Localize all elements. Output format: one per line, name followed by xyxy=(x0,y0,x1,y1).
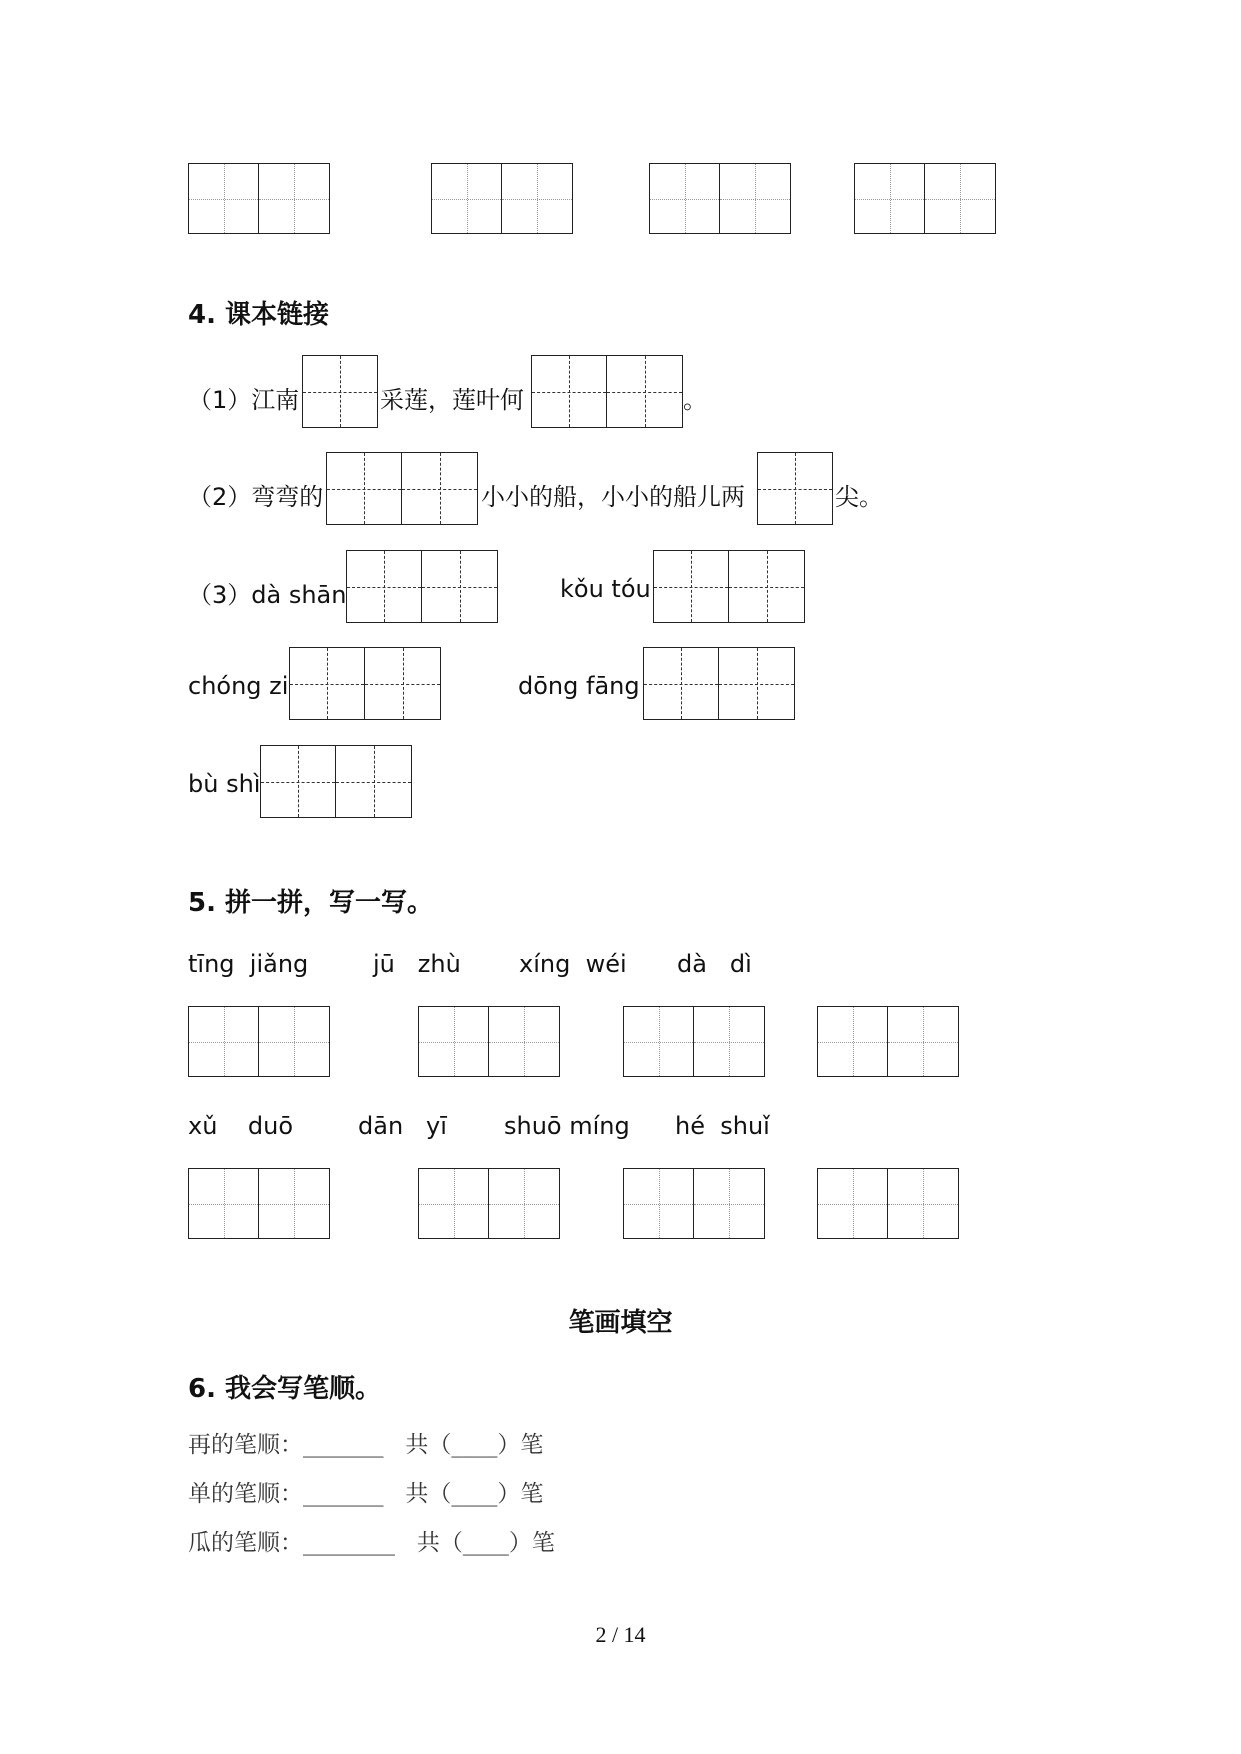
pinyin-label: jū zhù xyxy=(373,950,461,978)
answer-box[interactable] xyxy=(653,550,805,623)
answer-box[interactable] xyxy=(302,355,378,428)
answer-box[interactable] xyxy=(289,647,441,720)
section-title: 笔画填空 xyxy=(568,1308,673,1338)
pinyin-label: hé shuǐ xyxy=(675,1112,770,1140)
line3-prefix: （3）dà shān xyxy=(188,581,347,609)
line2-prefix: （2）弯弯的 xyxy=(188,483,324,511)
line1-prefix: （1）江南 xyxy=(188,386,300,414)
writing-box-pair[interactable] xyxy=(188,1006,330,1077)
answer-box[interactable] xyxy=(757,452,833,525)
stroke-order-line: 再的笔顺：_______ 共（____）笔 xyxy=(188,1432,544,1458)
pinyin-label: dà dì xyxy=(677,950,752,978)
section-4-heading: 4. 课本链接 xyxy=(188,300,330,330)
pinyin-label: xíng wéi xyxy=(519,950,627,978)
pinyin-label: shuō míng xyxy=(504,1112,630,1140)
writing-box-pair[interactable] xyxy=(418,1168,560,1239)
pinyin-label: xǔ duō xyxy=(188,1112,294,1140)
writing-box-pair[interactable] xyxy=(817,1006,959,1077)
pinyin-label: dān yī xyxy=(358,1112,447,1140)
line3-second: kǒu tóu xyxy=(560,575,651,603)
line4-first: chóng zi xyxy=(188,672,289,700)
section-5-heading: 5. 拼一拼，写一写。 xyxy=(188,888,434,918)
line2-middle: 小小的船，小小的船儿两 xyxy=(481,483,745,511)
pinyin-label: tīng jiǎng xyxy=(188,950,309,978)
writing-box-pair[interactable] xyxy=(623,1168,765,1239)
answer-box[interactable] xyxy=(531,355,683,428)
line2-suffix: 尖。 xyxy=(835,483,883,511)
line1-middle: 采莲，莲叶何 xyxy=(380,386,524,414)
writing-box-pair[interactable] xyxy=(854,163,996,234)
writing-box-pair[interactable] xyxy=(649,163,791,234)
writing-box-pair[interactable] xyxy=(188,163,330,234)
answer-box[interactable] xyxy=(326,452,478,525)
writing-box-pair[interactable] xyxy=(188,1168,330,1239)
section-6-heading: 6. 我会写笔顺。 xyxy=(188,1374,382,1404)
line1-suffix: 。 xyxy=(683,386,707,414)
writing-box-pair[interactable] xyxy=(623,1006,765,1077)
answer-box[interactable] xyxy=(260,745,412,818)
writing-box-pair[interactable] xyxy=(431,163,573,234)
answer-box[interactable] xyxy=(643,647,795,720)
line5-first: bù shì xyxy=(188,770,261,798)
stroke-order-line: 瓜的笔顺：________ 共（____）笔 xyxy=(188,1530,555,1556)
writing-box-pair[interactable] xyxy=(817,1168,959,1239)
writing-box-pair[interactable] xyxy=(418,1006,560,1077)
answer-box[interactable] xyxy=(346,550,498,623)
stroke-order-line: 单的笔顺：_______ 共（____）笔 xyxy=(188,1481,544,1507)
line4-second: dōng fāng xyxy=(518,672,640,700)
page-number: 2 / 14 xyxy=(595,1622,646,1647)
